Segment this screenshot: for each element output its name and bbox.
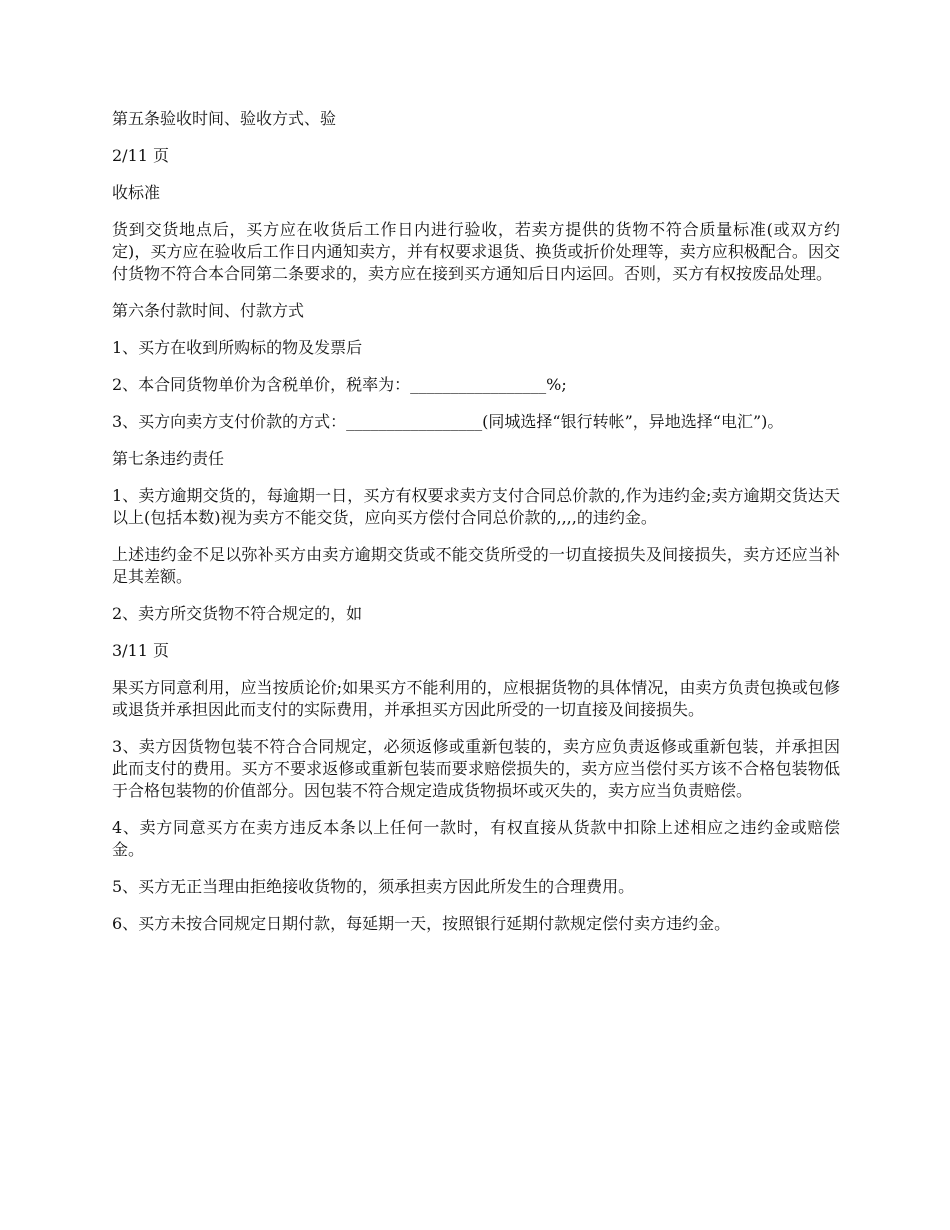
article-6-item-1: 1、买方在收到所购标的物及发票后 [112, 338, 363, 357]
document-page [112, 108, 840, 950]
article-6-item-3: 3、买方向卖方支付价款的方式：_________________(同城选择“银行转帐”，异地选择“电汇”)。 [112, 412, 784, 431]
article-5-heading: 第五条验收时间、验收方式、验 [112, 109, 337, 128]
article-7-item-6: 6、买方未按合同规定日期付款，每延期一天，按照银行延期付款规定偿付卖方违约金。 [112, 914, 731, 933]
page-number-2: 2/11 页 [112, 146, 170, 165]
article-7-item-3: 3、卖方因货物包装不符合合同规定，必须返修或重新包装的，卖方应负责返修或重新包装，并承担因此而支付的费用。买方不要求返修或重新包装而要求赔偿损失的，卖方应当偿付买方该不合格包装物低于合格包装物的价值部分。因包装不符合规定造成货物损坏或灭失的，卖方应当负责赔偿。 [112, 737, 840, 800]
article-5-body: 货到交货地点后，买方应在收货后工作日内进行验收，若卖方提供的货物不符合质量标准(或双方约定)，买方应在验收后工作日内通知卖方，并有权要求退货、换货或折价处理等，卖方应积极配合。因交付货物不符合本合同第二条要求的，卖方应在接到买方通知后日内运回。否则，买方有权按废品处理。 [112, 220, 840, 283]
article-7-item-5: 5、买方无正当理由拒绝接收货物的，须承担卖方因此所发生的合理费用。 [112, 877, 635, 896]
page-number-3: 3/11 页 [112, 641, 170, 660]
article-7-item-1-supplement: 上述违约金不足以弥补买方由卖方逾期交货或不能交货所受的一切直接损失及间接损失，卖方还应当补足其差额。 [112, 545, 840, 586]
article-7-item-2: 2、卖方所交货物不符合规定的，如 [112, 604, 363, 623]
article-7-item-2-continued: 果买方同意利用，应当按质论价;如果买方不能利用的，应根据货物的具体情况，由卖方负责包换或包修或退货并承担因此而支付的实际费用，并承担买方因此所受的一切直接及间接损失。 [112, 678, 840, 719]
article-6-heading: 第六条付款时间、付款方式 [112, 301, 305, 320]
article-5-heading-continued: 收标准 [112, 183, 161, 202]
article-7-heading: 第七条违约责任 [112, 449, 225, 468]
article-6-item-2: 2、本合同货物单价为含税单价，税率为：_________________%; [112, 375, 567, 394]
article-7-item-4: 4、卖方同意买方在卖方违反本条以上任何一款时，有权直接从货款中扣除上述相应之违约金或赔偿金。 [112, 818, 840, 859]
article-7-item-1: 1、卖方逾期交货的，每逾期一日，买方有权要求卖方支付合同总价款的,作为违约金;卖方逾期交货达天以上(包括本数)视为卖方不能交货，应向买方偿付合同总价款的,,,,的违约金。 [112, 486, 840, 527]
